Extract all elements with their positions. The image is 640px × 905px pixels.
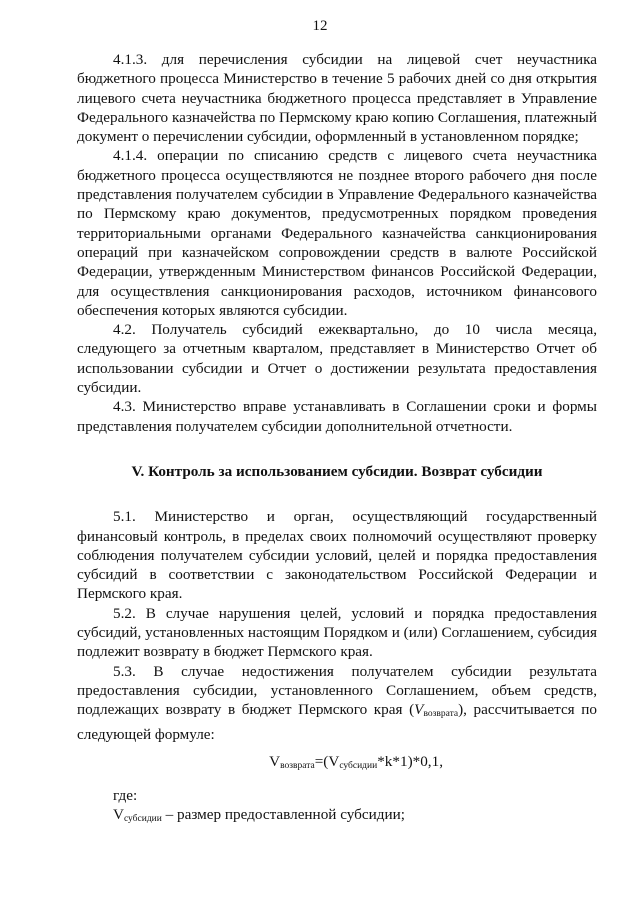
paragraph-4-2: 4.2. Получатель субсидий ежеквартально, до 10 числа месяца, следующего за отчетным кварталом, представляет в Министерство Отчет об использовании субсидии и Отчет о достижении результата предоставления субсидии.: [77, 321, 597, 397]
paragraph-4-1-4: 4.1.4. операции по списанию средств с лицевого счета неучастника бюджетного процесса осуществляются не позднее второго рабочего дня после представления получателем субсидии в Управление Федерального казначейства по Пермскому краю документов, предусмотренных порядком проведения территориальными органами Федерального казначейства санкционирования операций при казначейском сопровождении средств в валюте Российской Федерации, утвержденным Министерством финансов Российской Федерации, для осуществления санкционирования расходов, источником финансового обеспечения которых являются субсидии.: [77, 147, 597, 319]
document-body: [77, 50, 597, 830]
section-heading: V. Контроль за использованием субсидии. Возврат субсидии: [131, 462, 543, 480]
paragraph-4-1-3: 4.1.3. для перечисления субсидии на лицевой счет неучастника бюджетного процесса Министерство в течение 5 рабочих дней со дня открытия лицевого счета неучастника бюджетного процесса представляет в Управление Федерального казначейства по Пермскому краю копию Соглашения, платежный документ о перечислении субсидии, оформленный в установленном порядке;: [77, 51, 597, 146]
paragraph-5-3-tail: ), рассчитывается по следующей формуле:: [77, 701, 598, 743]
definition-variable-subscript: субсидии: [123, 814, 162, 825]
paragraph-5-3-variable-subscript: возврата: [423, 709, 459, 720]
formula-lhs: V: [269, 752, 281, 770]
formula-mid: =(V: [314, 752, 340, 770]
formula-lhs-subscript: возврата: [280, 760, 315, 771]
formula-rhs: *k*1)*0,1,: [377, 752, 443, 770]
paragraph-4-3: 4.3. Министерство вправе устанавливать в Соглашении сроки и формы представления получателем субсидии дополнительной отчетности.: [77, 398, 597, 435]
paragraph-5-3: [77, 662, 597, 744]
definition-v-subsidy: [77, 805, 597, 829]
page-number: 12: [312, 18, 328, 34]
paragraph-5-2: 5.2. В случае нарушения целей, условий и порядка предоставления субсидий, установленных настоящим Порядком и (или) Соглашением, субсидия подлежит возврату в бюджет Пермского края.: [77, 604, 597, 661]
where-label: где:: [113, 787, 138, 805]
definition-variable: V: [113, 806, 124, 824]
paragraph-5-1: 5.1. Министерство и орган, осуществляющий государственный финансовый контроль, в пределах своих полномочий осуществляют проверку соблюдения получателем субсидии условий, целей и порядка предоставления субсидий в соответствии с законодательством Российской Федерации и Пермского края.: [77, 508, 597, 603]
formula-mid-subscript: субсидии: [339, 760, 378, 771]
definition-text: – размер предоставленной субсидии;: [161, 806, 405, 824]
paragraph-5-3-text: 5.3. В случае недостижения получателем субсидии результата предоставления субсидии, установленного Соглашением, объем средств, подлежащих возврату в бюджет Пермского края (: [77, 662, 597, 719]
formula: [77, 752, 597, 776]
paragraph-5-3-variable: V: [414, 701, 424, 719]
